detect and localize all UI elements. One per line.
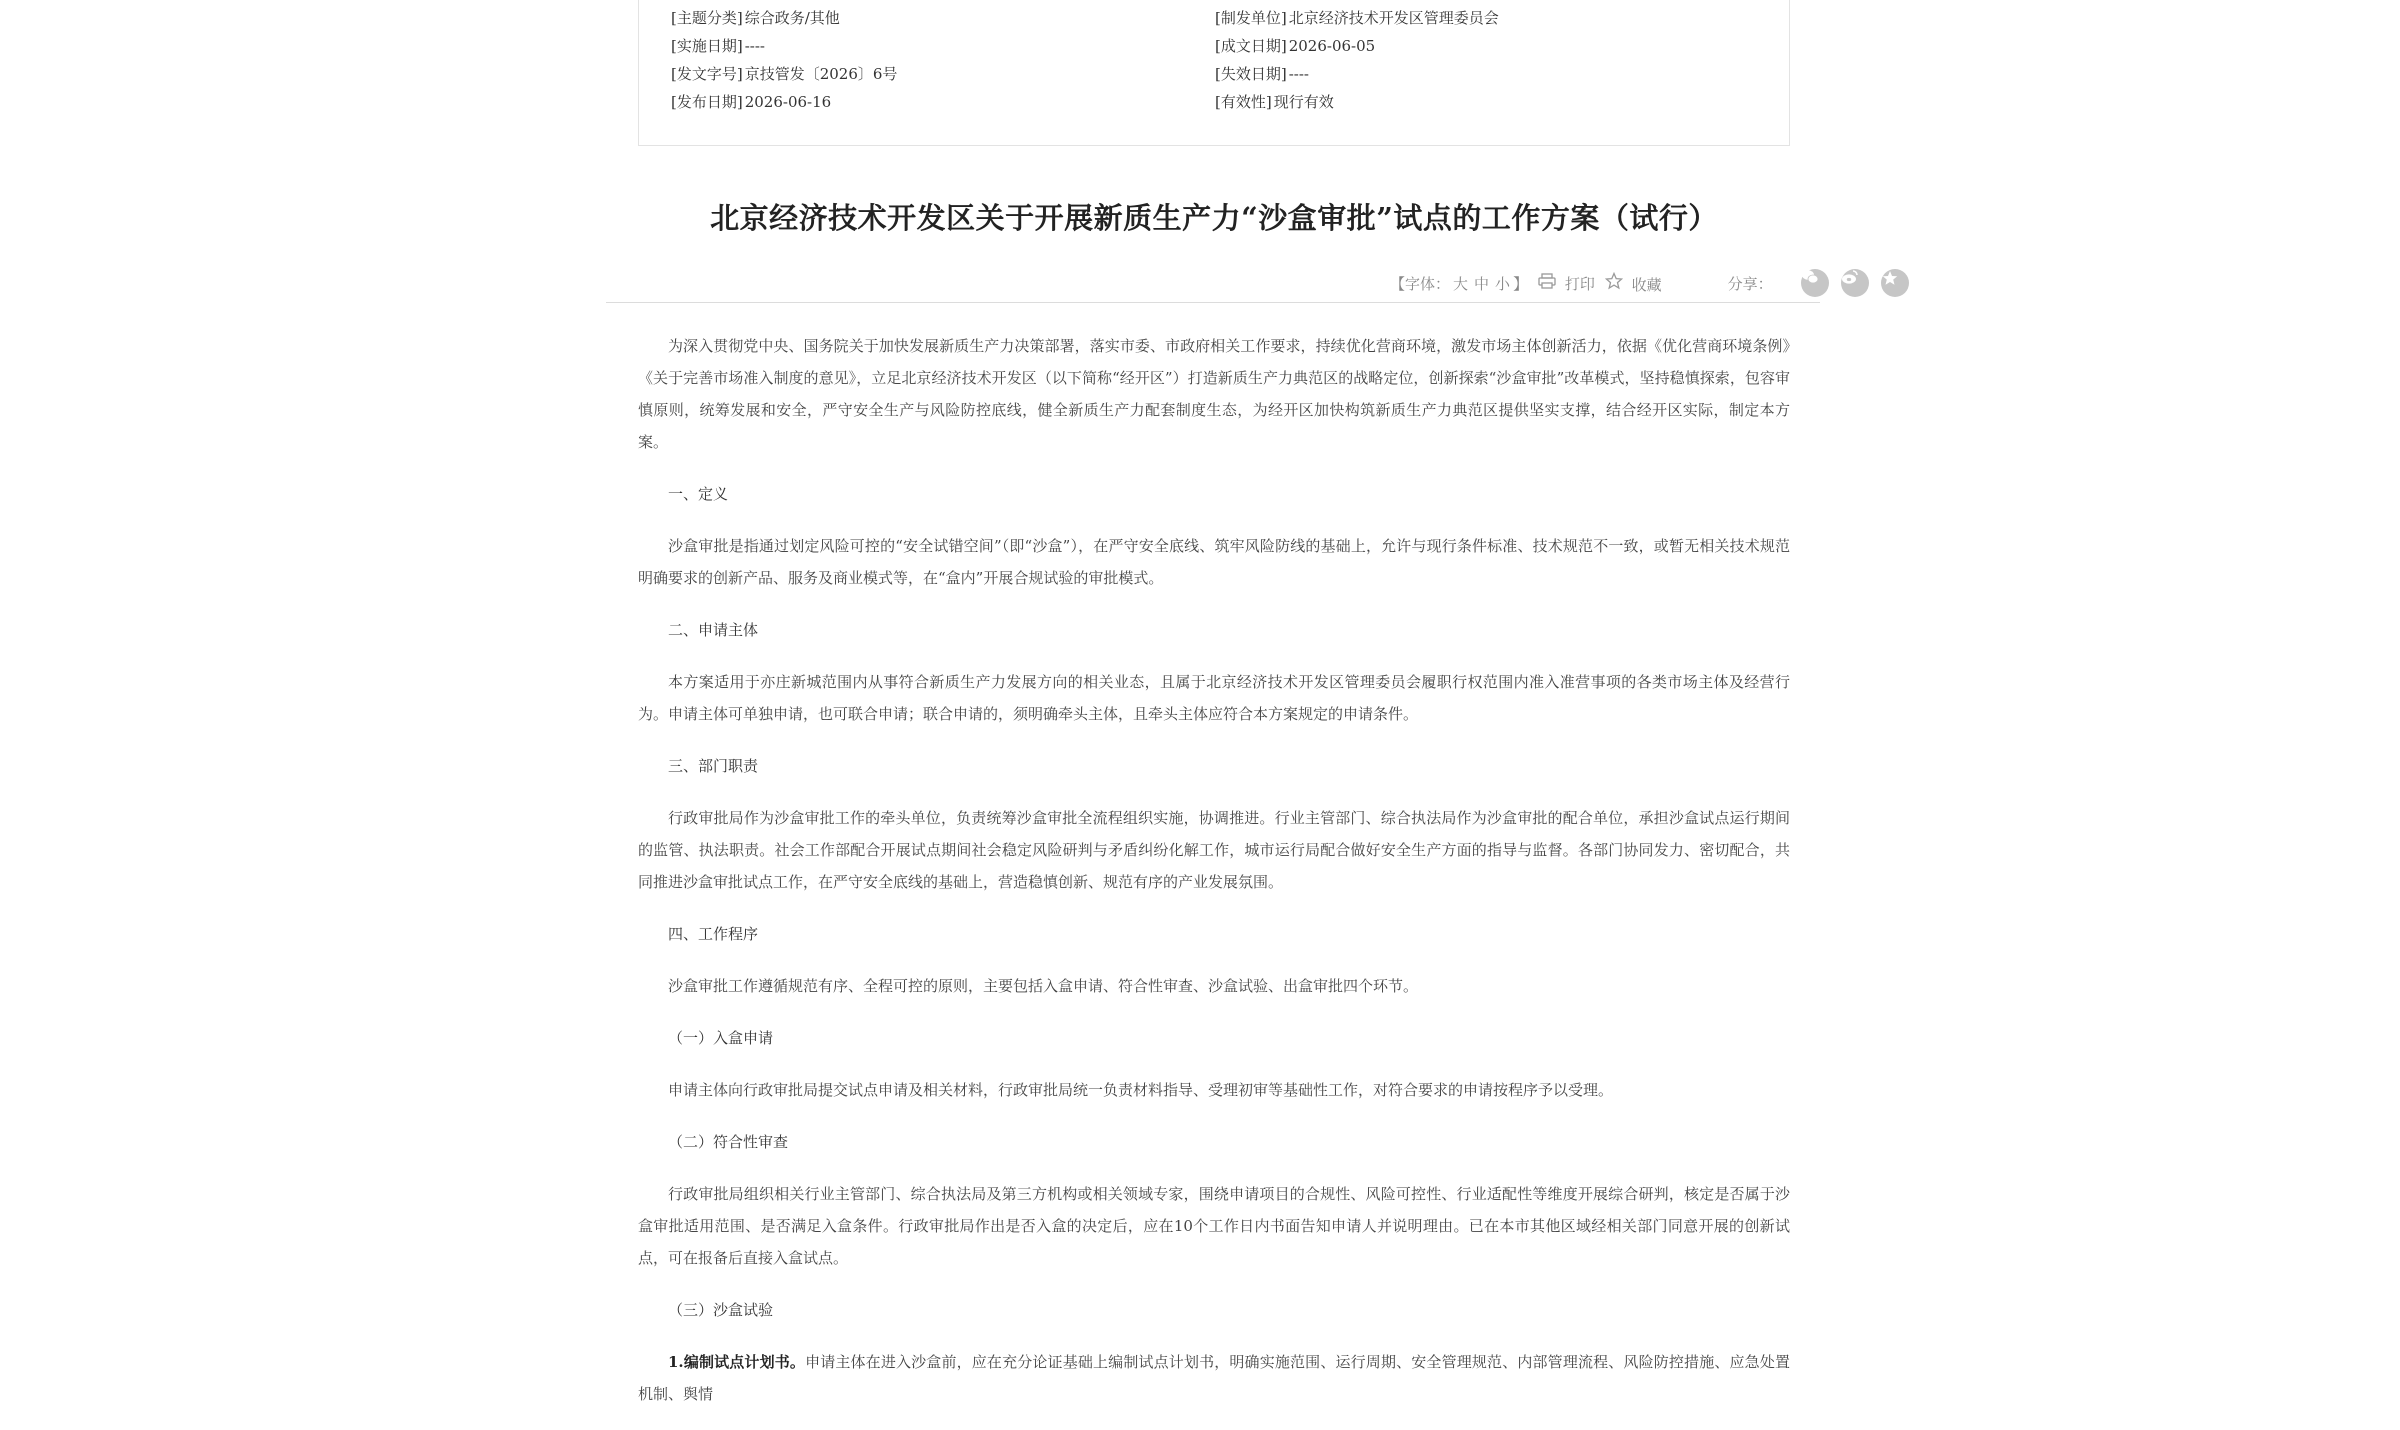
meta-topic-value: 综合政务/其他 bbox=[744, 9, 840, 27]
section-4-1-paragraph: 申请主体向行政审批局提交试点申请及相关材料，行政审批局统一负责材料指导、受理初审等基础性工作，对符合要求的申请按程序予以受理。 bbox=[668, 1081, 1614, 1099]
print-button[interactable] bbox=[1538, 273, 1595, 294]
section-2-paragraph: 本方案适用于亦庄新城范围内从事符合新质生产力发展方向的相关业态，且属于北京经济技术开发区管理委员会履职行权范围内准入准营事项的各类市场主体及经营行为。申请主体可单独申请，也可联合申请；联合申请的，须明确牵头主体，且牵头主体应符合本方案规定的申请条件。 bbox=[638, 673, 1790, 723]
section-4-3-1-paragraph bbox=[638, 1346, 1790, 1410]
section-2-heading: 二、申请主体 bbox=[668, 621, 759, 639]
meta-impl-date bbox=[671, 36, 765, 56]
meta-topic-label: [主题分类] bbox=[671, 9, 743, 27]
meta-expiry-date bbox=[1215, 64, 1309, 84]
title-divider bbox=[606, 302, 1820, 303]
meta-expiry-date-label: [失效日期] bbox=[1215, 65, 1287, 83]
meta-validity bbox=[1215, 92, 1334, 112]
weibo-share-button[interactable] bbox=[1841, 269, 1869, 297]
meta-publish-date-label: [发布日期] bbox=[671, 93, 743, 111]
font-size-medium[interactable]: 中 bbox=[1474, 274, 1490, 293]
font-size-suffix: 】 bbox=[1513, 274, 1529, 293]
section-4-paragraph: 沙盒审批工作遵循规范有序、全程可控的原则，主要包括入盒申请、符合性审查、沙盒试验、出盒审批四个环节。 bbox=[668, 977, 1419, 995]
section-1-paragraph: 沙盒审批是指通过划定风险可控的“安全试错空间”（即“沙盒”），在严守安全底线、筑牢风险防线的基础上，允许与现行条件标准、技术规范不一致，或暂无相关技术规范明确要求的创新产品、服务及商业模式等，在“盒内”开展合规试验的审批模式。 bbox=[638, 537, 1790, 587]
section-4-heading: 四、工作程序 bbox=[668, 925, 759, 943]
meta-topic bbox=[671, 8, 840, 28]
meta-doc-number bbox=[671, 64, 897, 84]
meta-written-date-label: [成文日期] bbox=[1215, 37, 1287, 55]
meta-doc-number-label: [发文字号] bbox=[671, 65, 743, 83]
document-title: 北京经济技术开发区关于开展新质生产力“沙盒审批”试点的工作方案（试行） bbox=[710, 201, 1718, 235]
star-share-icon bbox=[1881, 269, 1899, 287]
meta-doc-number-value: 京技管发〔2026〕6号 bbox=[744, 65, 898, 83]
section-1-heading: 一、定义 bbox=[668, 485, 729, 503]
font-size-large[interactable]: 大 bbox=[1453, 274, 1469, 293]
share-label: 分享： bbox=[1727, 274, 1773, 293]
section-3-paragraph: 行政审批局作为沙盒审批工作的牵头单位，负责统筹沙盒审批全流程组织实施，协调推进。行业主管部门、综合执法局作为沙盒审批的配合单位，承担沙盒试点运行期间的监管、执法职责。社会工作部配合开展试点期间社会稳定风险研判与矛盾纠纷化解工作，城市运行局配合做好安全生产方面的指导与监督。各部门协同发力、密切配合，共同推进沙盒审批试点工作，在严守安全底线的基础上，营造稳慎创新、规范有序的产业发展氛围。 bbox=[638, 809, 1790, 891]
document-meta-panel bbox=[638, 0, 1790, 146]
meta-impl-date-label: [实施日期] bbox=[671, 37, 743, 55]
section-4-3-1-text: 申请主体在进入沙盒前，应在充分论证基础上编制试点计划书，明确实施范围、运行周期、安全管理规范、内部管理流程、风险防控措施、应急处置机制、舆情 bbox=[638, 1353, 1790, 1403]
meta-publish-date bbox=[671, 92, 831, 112]
wechat-icon bbox=[1801, 269, 1819, 285]
meta-expiry-date-value: ---- bbox=[1288, 65, 1309, 83]
meta-written-date bbox=[1215, 36, 1375, 56]
weibo-icon bbox=[1841, 269, 1859, 285]
section-3-heading: 三、部门职责 bbox=[668, 757, 759, 775]
favorite-label: 收藏 bbox=[1631, 275, 1662, 294]
section-4-2-heading: （二）符合性审查 bbox=[668, 1133, 789, 1151]
intro-paragraph: 为深入贯彻党中央、国务院关于加快发展新质生产力决策部署，落实市委、市政府相关工作要求，持续优化营商环境，激发市场主体创新活力，依据《优化营商环境条例》《关于完善市场准入制度的意见》，立足北京经济技术开发区（以下简称“经开区”）打造新质生产力典范区的战略定位，创新探索“沙盒审批”改革模式，坚持稳慎探索，包容审慎原则，统筹发展和安全，严守安全生产与风险防控底线，健全新质生产力配套制度生态，为经开区加快构筑新质生产力典范区提供坚实支撑，结合经开区实际，制定本方案。 bbox=[638, 337, 1790, 451]
section-4-3-1-lead: 1.编制试点计划书。 bbox=[668, 1353, 806, 1371]
font-size-small[interactable]: 小 bbox=[1495, 274, 1511, 293]
favorite-button[interactable] bbox=[1605, 272, 1662, 295]
star-icon bbox=[1605, 272, 1623, 290]
article-body bbox=[638, 330, 1790, 1430]
meta-publish-date-value: 2026-06-16 bbox=[744, 93, 832, 111]
printer-icon bbox=[1538, 273, 1556, 289]
meta-validity-label: [有效性] bbox=[1215, 93, 1272, 111]
star-share-button[interactable] bbox=[1881, 269, 1909, 297]
meta-issuer-value: 北京经济技术开发区管理委员会 bbox=[1288, 9, 1499, 27]
section-4-1-heading: （一）入盒申请 bbox=[668, 1029, 774, 1047]
section-4-2-paragraph: 行政审批局组织相关行业主管部门、综合执法局及第三方机构或相关领域专家，围绕申请项目的合规性、风险可控性、行业适配性等维度开展综合研判，核定是否属于沙盒审批适用范围、是否满足入盒条件。行政审批局作出是否入盒的决定后，应在10个工作日内书面告知申请人并说明理由。已在本市其他区域经相关部门同意开展的创新试点，可在报备后直接入盒试点。 bbox=[638, 1185, 1790, 1267]
meta-issuer bbox=[1215, 8, 1499, 28]
meta-impl-date-value: ---- bbox=[744, 37, 765, 55]
meta-issuer-label: [制发单位] bbox=[1215, 9, 1287, 27]
meta-validity-value: 现行有效 bbox=[1273, 93, 1334, 111]
section-4-3-heading: （三）沙盒试验 bbox=[668, 1301, 774, 1319]
wechat-share-button[interactable] bbox=[1801, 269, 1829, 297]
font-size-prefix: 【字体： bbox=[1390, 274, 1451, 293]
print-label: 打印 bbox=[1564, 274, 1595, 293]
meta-written-date-value: 2026-06-05 bbox=[1288, 37, 1376, 55]
article-toolbar bbox=[1390, 270, 1909, 296]
